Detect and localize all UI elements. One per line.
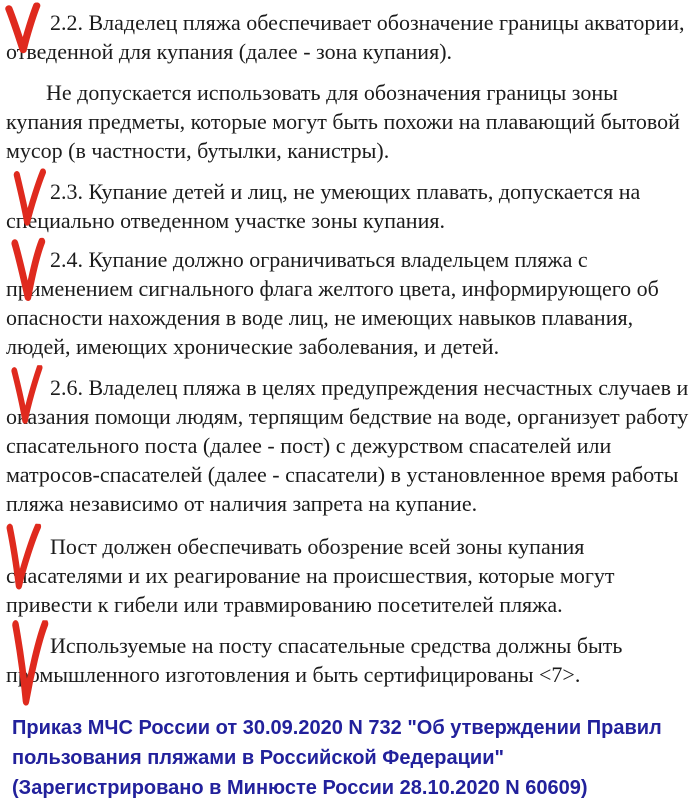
paragraph-2-2 — [4, 8, 696, 66]
paragraph-text: 2.3. Купание детей и лиц, не умеющих плавать, допускается на специально отведенном участке зоны купания. — [6, 179, 641, 233]
paragraph-text: Используемые на посту спасательные средства должны быть промышленного изготовления и быть сертифицированы <7>. — [6, 633, 623, 687]
paragraph-2-3 — [4, 177, 696, 235]
paragraph-text: 2.4. Купание должно ограничиваться владельцем пляжа с применением сигнального флага желтого цвета, информирующего об опасности нахождения в воде лиц, не имеющих навыков плавания, людей, имеющих хронические заболевания, и детей. — [6, 247, 659, 359]
paragraph-text: 2.6. Владелец пляжа в целях предупреждения несчастных случаев и оказания помощи людям, терпящим бедствие на воде, организует работу спасательного поста (далее - пост) с дежурством спасателей или матросов-спасателей (далее - спасатели) в установленное время работы пляжа независимо от наличия запрета на купание. — [6, 375, 689, 516]
paragraph-text: 2.2. Владелец пляжа обеспечивает обозначение границы акватории, отведенной для купания (далее - зона купания). — [6, 10, 685, 64]
paragraph-2-4 — [4, 245, 696, 361]
paragraph-2-6 — [4, 373, 696, 518]
document-page — [4, 8, 696, 803]
paragraph-rescue-equipment — [4, 631, 696, 689]
paragraph-post-duty — [4, 532, 696, 619]
paragraph-2-2-note — [4, 78, 696, 165]
paragraph-text: Пост должен обеспечивать обозрение всей зоны купания спасателями и их реагирование на происшествия, которые могут привести к гибели или травмированию посетителей пляжа. — [6, 534, 615, 617]
paragraph-text: Не допускается использовать для обозначения границы зоны купания предметы, которые могут быть похожи на плавающий бытовой мусор (в частности, бутылки, канистры). — [6, 80, 680, 163]
citation-footer: Приказ МЧС России от 30.09.2020 N 732 "Об утверждении Правил пользования пляжами в Российской Федерации" (Зарегистрировано в Минюсте России 28.10.2020 N 60609) — [12, 717, 662, 799]
